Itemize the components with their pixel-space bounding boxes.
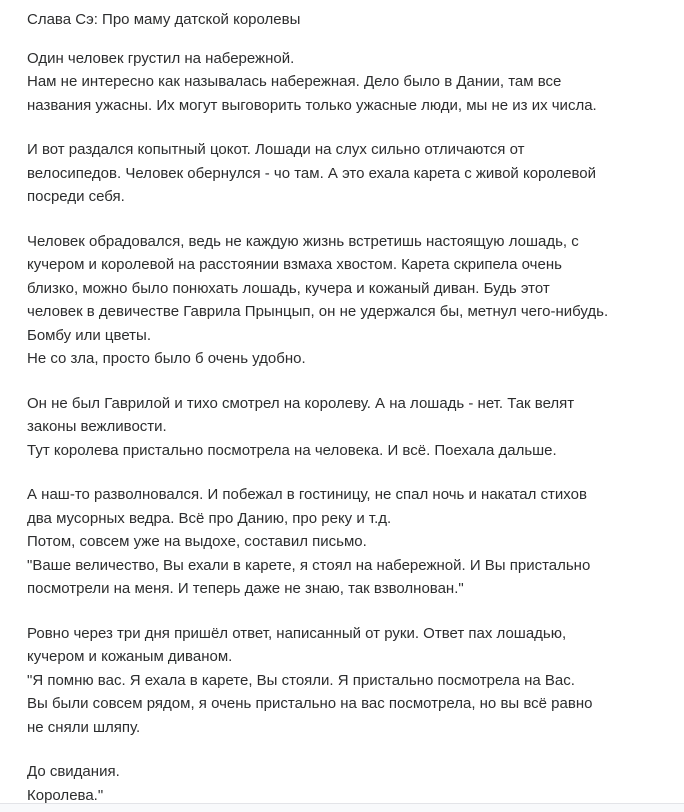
text-line: Тут королева пристально посмотрела на человека. И всё. Поехала дальше. — [27, 441, 557, 459]
text-line: Нам не интересно как называлась набережная. Дело было в Дании, там все — [27, 73, 562, 90]
text-line: А наш-то разволновался. И побежал в гостиницу, не спал ночь и накатал стихов — [27, 486, 587, 503]
text-line: кучером и королевой на расстоянии взмаха хвостом. Карета скрипела очень — [27, 256, 562, 273]
text-line: близко, можно было понюхать лошадь, кучера и кожаный диван. Будь этот — [27, 279, 550, 297]
post-title: Слава Сэ: Про маму датской королевы — [27, 11, 301, 28]
text-line: Бомбу или цветы. — [27, 326, 151, 344]
text-line: Человек обрадовался, ведь не каждую жизнь встретишь настоящую лошадь, с — [27, 232, 579, 250]
paragraph — [27, 47, 660, 118]
text-line: два мусорных ведра. Всё про Данию, про реку и т.д. — [27, 509, 392, 527]
text-line: посреди себя. — [27, 188, 125, 205]
paragraph — [27, 138, 660, 209]
text-line: Ровно через три дня пришёл ответ, написанный от руки. Ответ пах лошадью, — [27, 624, 567, 642]
text-line: "Ваше величество, Вы ехали в карете, я стоял на набережной. И Вы пристально — [27, 556, 591, 574]
text-line: Потом, совсем уже на выдохе, составил письмо. — [27, 533, 367, 550]
text-line: "Я помню вас. Я ехала в карете, Вы стояли. Я пристально посмотрела на Вас. — [27, 671, 575, 689]
text-line: Вы были совсем рядом, я очень пристально на вас посмотрела, но вы всё равно — [27, 695, 593, 712]
text-line: названия ужасны. Их могут выговорить только ужасные люди, мы не из их числа. — [27, 96, 597, 114]
text-line: Не со зла, просто было б очень удобно. — [27, 350, 306, 367]
text-line: Королева." — [27, 786, 104, 804]
text-line: не сняли шляпу. — [27, 718, 141, 736]
paragraph — [27, 622, 660, 740]
text-line: До свидания. — [27, 763, 120, 780]
paragraph — [27, 760, 660, 807]
text-line: человек в девичестве Гаврила Прынцып, он не удержался бы, метнул чего-нибудь. — [27, 303, 609, 320]
paragraph — [27, 392, 660, 463]
text-line: Он не был Гаврилой и тихо смотрел на королеву. А на лошадь - нет. Так велят — [27, 394, 575, 412]
text-line: велосипедов. Человек обернулся - чо там. А это ехала карета с живой королевой — [27, 164, 597, 182]
paragraph — [27, 483, 660, 601]
text-line: И вот раздался копытный цокот. Лошади на слух сильно отличаются от — [27, 141, 525, 158]
text-line: посмотрели на меня. И теперь даже не знаю, так взволнован." — [27, 580, 464, 597]
text-line: Один человек грустил на набережной. — [27, 49, 295, 67]
paragraph — [27, 230, 660, 371]
text-line: законы вежливости. — [27, 418, 167, 435]
text-line: кучером и кожаным диваном. — [27, 648, 233, 665]
